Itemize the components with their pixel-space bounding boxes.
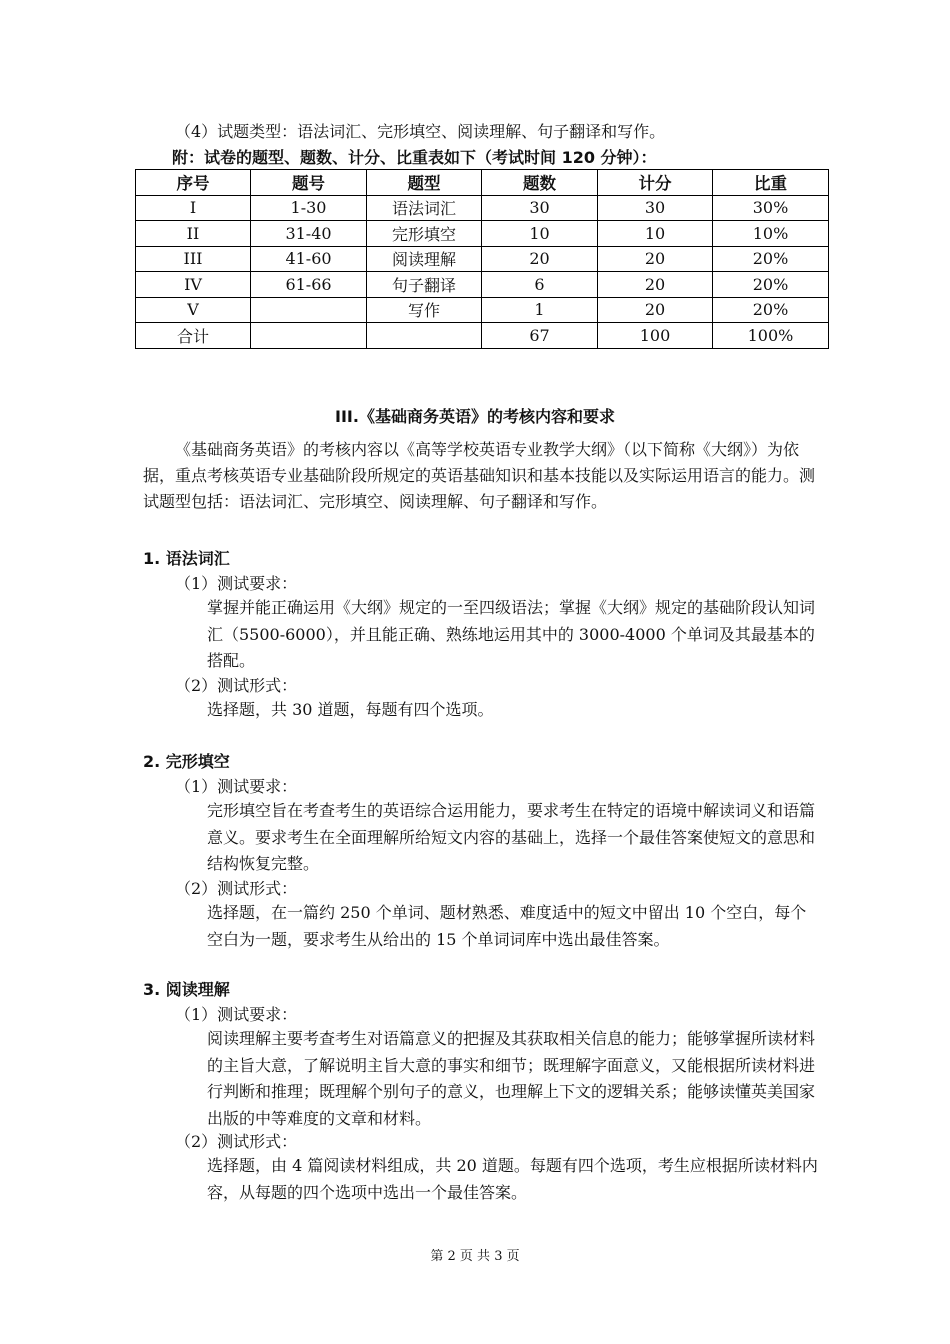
table-cell: I xyxy=(136,195,251,221)
table-cell: 61-66 xyxy=(251,272,367,298)
part-2-form-label: （2）测试形式： xyxy=(175,879,298,898)
table-cell: II xyxy=(136,221,251,247)
table-cell: 30 xyxy=(482,195,598,221)
table-cell: 20 xyxy=(598,272,713,298)
table-cell: 句子翻译 xyxy=(367,272,482,298)
table-cell: 1 xyxy=(482,297,598,323)
table-cell: 10% xyxy=(713,221,829,247)
header-weight: 比重 xyxy=(713,170,829,196)
table-cell: 语法词汇 xyxy=(367,195,482,221)
table-cell: 10 xyxy=(482,221,598,247)
table-cell: V xyxy=(136,297,251,323)
table-header-row xyxy=(136,170,829,196)
table-cell xyxy=(367,323,482,349)
part-3-title: 3. 阅读理解 xyxy=(143,980,230,999)
header-question-count: 题数 xyxy=(482,170,598,196)
table-cell: 20 xyxy=(482,246,598,272)
table-row xyxy=(136,195,829,221)
table-cell: 阅读理解 xyxy=(367,246,482,272)
section-intro: 《基础商务英语》的考核内容以《高等学校英语专业教学大纲》（以下简称《大纲》）为依据，重点考核英语专业基础阶段所规定的英语基础知识和基本技能以及实际运用语言的能力。测试题型包括：语法词汇、完形填空、阅读理解、句子翻译和写作。 xyxy=(143,440,816,511)
table-cell: 100% xyxy=(713,323,829,349)
table-cell: 41-60 xyxy=(251,246,367,272)
table-cell: 30 xyxy=(598,195,713,221)
part-1-req-text: 掌握并能正确运用《大纲》规定的一至四级语法；掌握《大纲》规定的基础阶段认知词汇（5500-6000），并且能正确、熟练地运用其中的 3000-4000 个单词及其最基本的搭配。 xyxy=(207,598,816,670)
header-question-no: 题号 xyxy=(251,170,367,196)
part-3-req-label: （1）测试要求： xyxy=(175,1005,298,1024)
table-cell: 完形填空 xyxy=(367,221,482,247)
table-cell: 67 xyxy=(482,323,598,349)
table-cell: 20% xyxy=(713,272,829,298)
table-total-row xyxy=(136,323,829,349)
table-cell: 31-40 xyxy=(251,221,367,247)
table-cell: 20 xyxy=(598,297,713,323)
page-footer: 第 2 页 共 3 页 xyxy=(430,1249,520,1264)
part-3-req-text: 阅读理解主要考查考生对语篇意义的把握及其获取相关信息的能力；能够掌握所读材料的主旨大意，了解说明主旨大意的事实和细节；既理解字面意义，又能根据所读材料进行判断和推理；既理解个别句子的意义，也理解上下文的逻辑关系；能够读懂英美国家出版的中等难度的文章和材料。 xyxy=(207,1029,816,1128)
table-cell: 合计 xyxy=(136,323,251,349)
header-score: 计分 xyxy=(598,170,713,196)
part-2-title: 2. 完形填空 xyxy=(143,752,230,771)
table-row xyxy=(136,221,829,247)
part-3-form-label: （2）测试形式： xyxy=(175,1132,298,1151)
table-cell xyxy=(251,297,367,323)
table-row xyxy=(136,246,829,272)
table-row xyxy=(136,272,829,298)
part-2-req-label: （1）测试要求： xyxy=(175,777,298,796)
part-3-form-text: 选择题，由 4 篇阅读材料组成，共 20 道题。每题有四个选项，考生应根据所读材料内容，从每题的四个选项中选出一个最佳答案。 xyxy=(207,1156,818,1202)
table-cell: III xyxy=(136,246,251,272)
table-cell: 6 xyxy=(482,272,598,298)
table-caption: 附：试卷的题型、题数、计分、比重表如下（考试时间 120 分钟）： xyxy=(172,148,657,167)
table-cell: 20% xyxy=(713,246,829,272)
table-cell: 20% xyxy=(713,297,829,323)
part-2-req-text: 完形填空旨在考查考生的英语综合运用能力，要求考生在特定的语境中解读词义和语篇意义。要求考生在全面理解所给短文内容的基础上，选择一个最佳答案使短文的意思和结构恢复完整。 xyxy=(207,801,816,873)
score-table xyxy=(135,169,829,349)
table-cell: 100 xyxy=(598,323,713,349)
table-row xyxy=(136,297,829,323)
section-title: III.《基础商务英语》的考核内容和要求 xyxy=(335,407,615,426)
table-cell: 20 xyxy=(598,246,713,272)
table-cell xyxy=(251,323,367,349)
part-2-form-text: 选择题，在一篇约 250 个单词、题材熟悉、难度适中的短文中留出 10 个空白，每个空白为一题，要求考生从给出的 15 个单词词库中选出最佳答案。 xyxy=(207,903,807,949)
part-1-form-text: 选择题，共 30 道题，每题有四个选项。 xyxy=(207,700,494,719)
table-cell: 30% xyxy=(713,195,829,221)
table-cell: 10 xyxy=(598,221,713,247)
table-cell: 1-30 xyxy=(251,195,367,221)
part-1-req-label: （1）测试要求： xyxy=(175,574,298,593)
table-cell: IV xyxy=(136,272,251,298)
exam-type-item: （4）试题类型：语法词汇、完形填空、阅读理解、句子翻译和写作。 xyxy=(175,122,666,141)
header-question-type: 题型 xyxy=(367,170,482,196)
part-1-title: 1. 语法词汇 xyxy=(143,549,230,568)
table-cell: 写作 xyxy=(367,297,482,323)
header-index: 序号 xyxy=(136,170,251,196)
part-1-form-label: （2）测试形式： xyxy=(175,676,298,695)
